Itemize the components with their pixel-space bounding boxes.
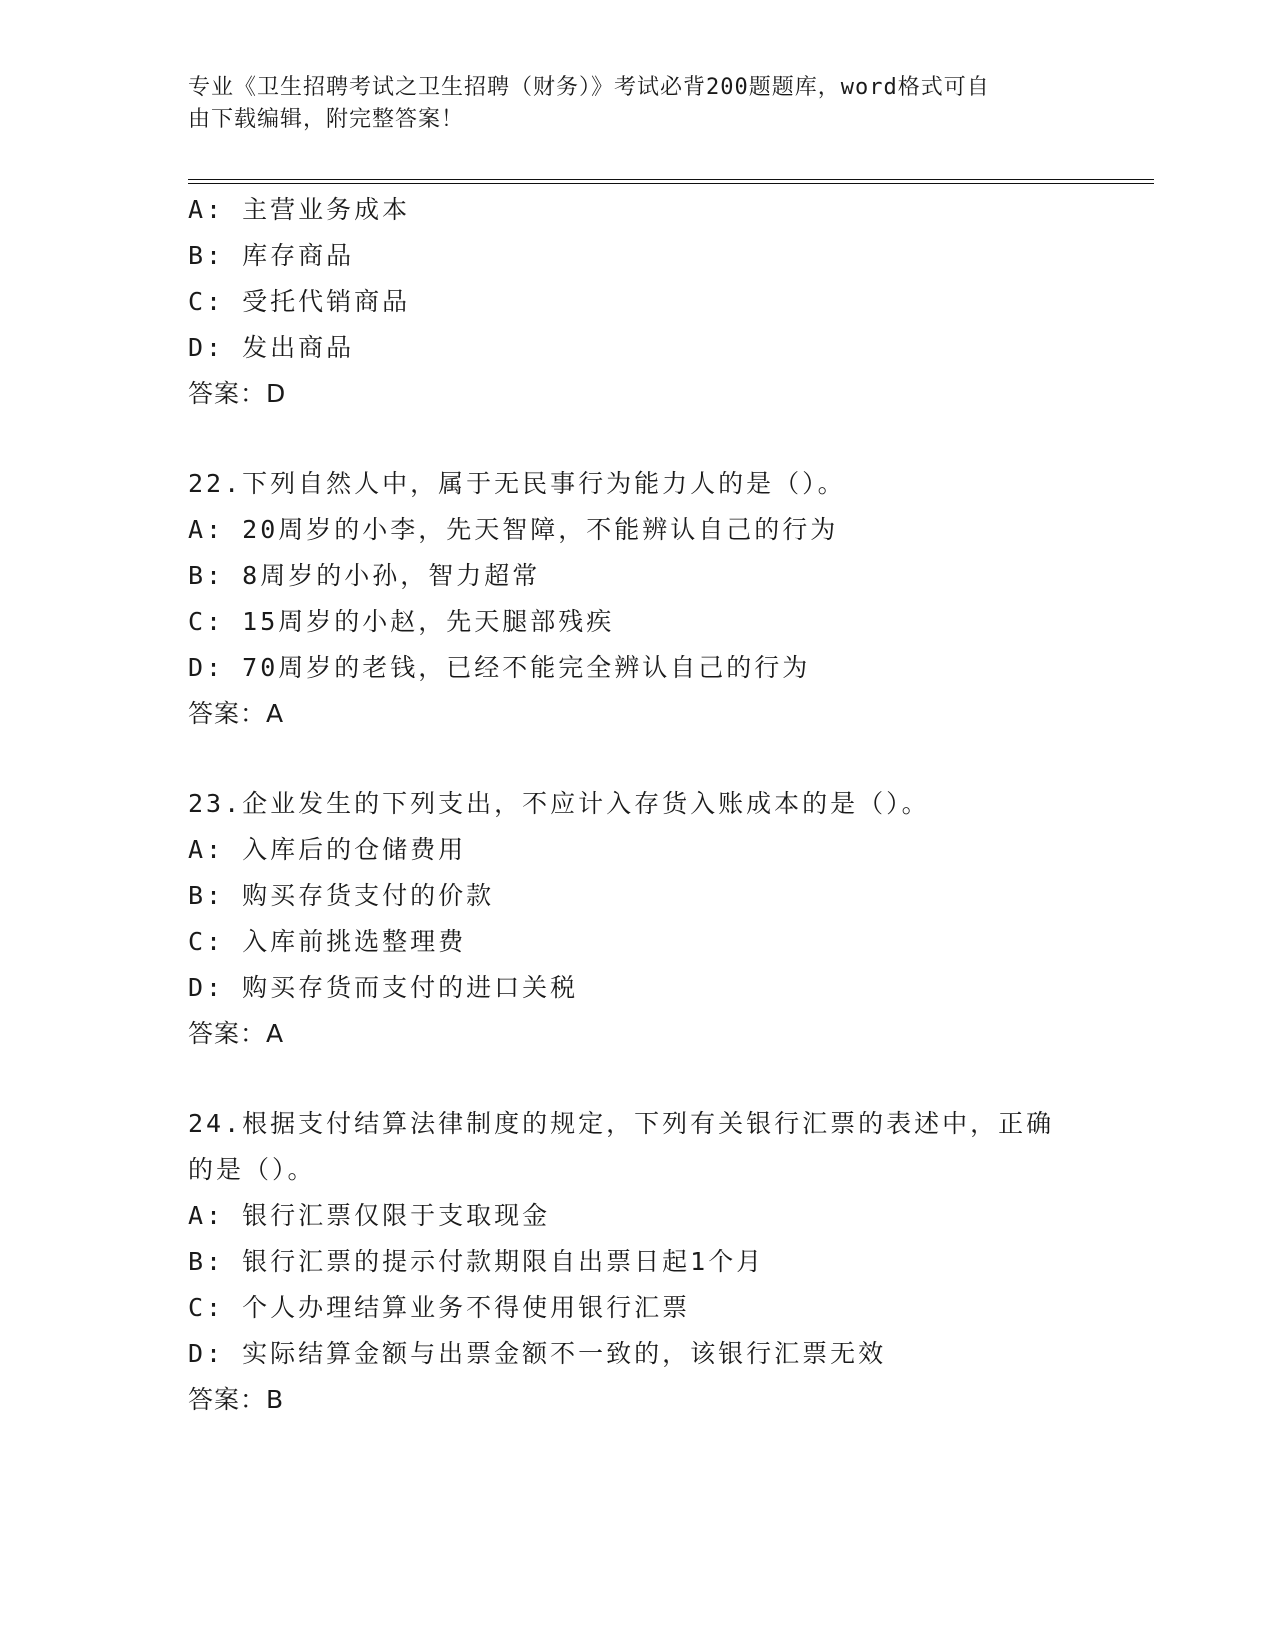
header-rule-top	[188, 179, 1154, 180]
option-b: B: 购买存货支付的价款	[188, 881, 495, 910]
option-d: D: 发出商品	[188, 333, 355, 362]
option-c: C: 15周岁的小赵，先天腿部残疾	[188, 607, 615, 636]
question-stem: 23.企业发生的下列支出，不应计入存货入账成本的是（）。	[188, 789, 930, 818]
question-23	[188, 781, 1088, 1057]
option-d: D: 实际结算金额与出票金额不一致的，该银行汇票无效	[188, 1339, 887, 1368]
document-header	[188, 72, 1088, 136]
option-a: A: 主营业务成本	[188, 195, 411, 224]
question-stem-line-1: 24.根据支付结算法律制度的规定，下列有关银行汇票的表述中，正确	[188, 1109, 1055, 1138]
option-d: D: 70周岁的老钱，已经不能完全辨认自己的行为	[188, 653, 811, 682]
option-c: C: 个人办理结算业务不得使用银行汇票	[188, 1293, 691, 1322]
question-list	[188, 187, 1088, 1423]
option-b: B: 库存商品	[188, 241, 355, 270]
answer-line: 答案：A	[188, 699, 285, 728]
option-a: A: 入库后的仓储费用	[188, 835, 467, 864]
option-a: A: 20周岁的小李，先天智障，不能辨认自己的行为	[188, 515, 839, 544]
question-stem-line-2: 的是（）。	[188, 1155, 316, 1184]
question-stem: 22.下列自然人中，属于无民事行为能力人的是（）。	[188, 469, 846, 498]
header-rule-bottom	[188, 183, 1154, 184]
question-22	[188, 461, 1088, 737]
answer-line: 答案：B	[188, 1385, 285, 1414]
question-21-continued	[188, 187, 1088, 417]
answer-line: 答案：A	[188, 1019, 285, 1048]
option-a: A: 银行汇票仅限于支取现金	[188, 1201, 551, 1230]
option-d: D: 购买存货而支付的进口关税	[188, 973, 579, 1002]
option-c: C: 受托代销商品	[188, 287, 411, 316]
header-title-line-1: 专业《卫生招聘考试之卫生招聘（财务）》考试必背200题题库，word格式可自	[188, 75, 990, 100]
option-b: B: 银行汇票的提示付款期限自出票日起1个月	[188, 1247, 765, 1276]
answer-line: 答案：D	[188, 379, 287, 408]
option-c: C: 入库前挑选整理费	[188, 927, 467, 956]
question-24	[188, 1101, 1088, 1423]
option-b: B: 8周岁的小孙，智力超常	[188, 561, 541, 590]
header-title-line-2: 由下载编辑，附完整答案！	[188, 107, 465, 132]
